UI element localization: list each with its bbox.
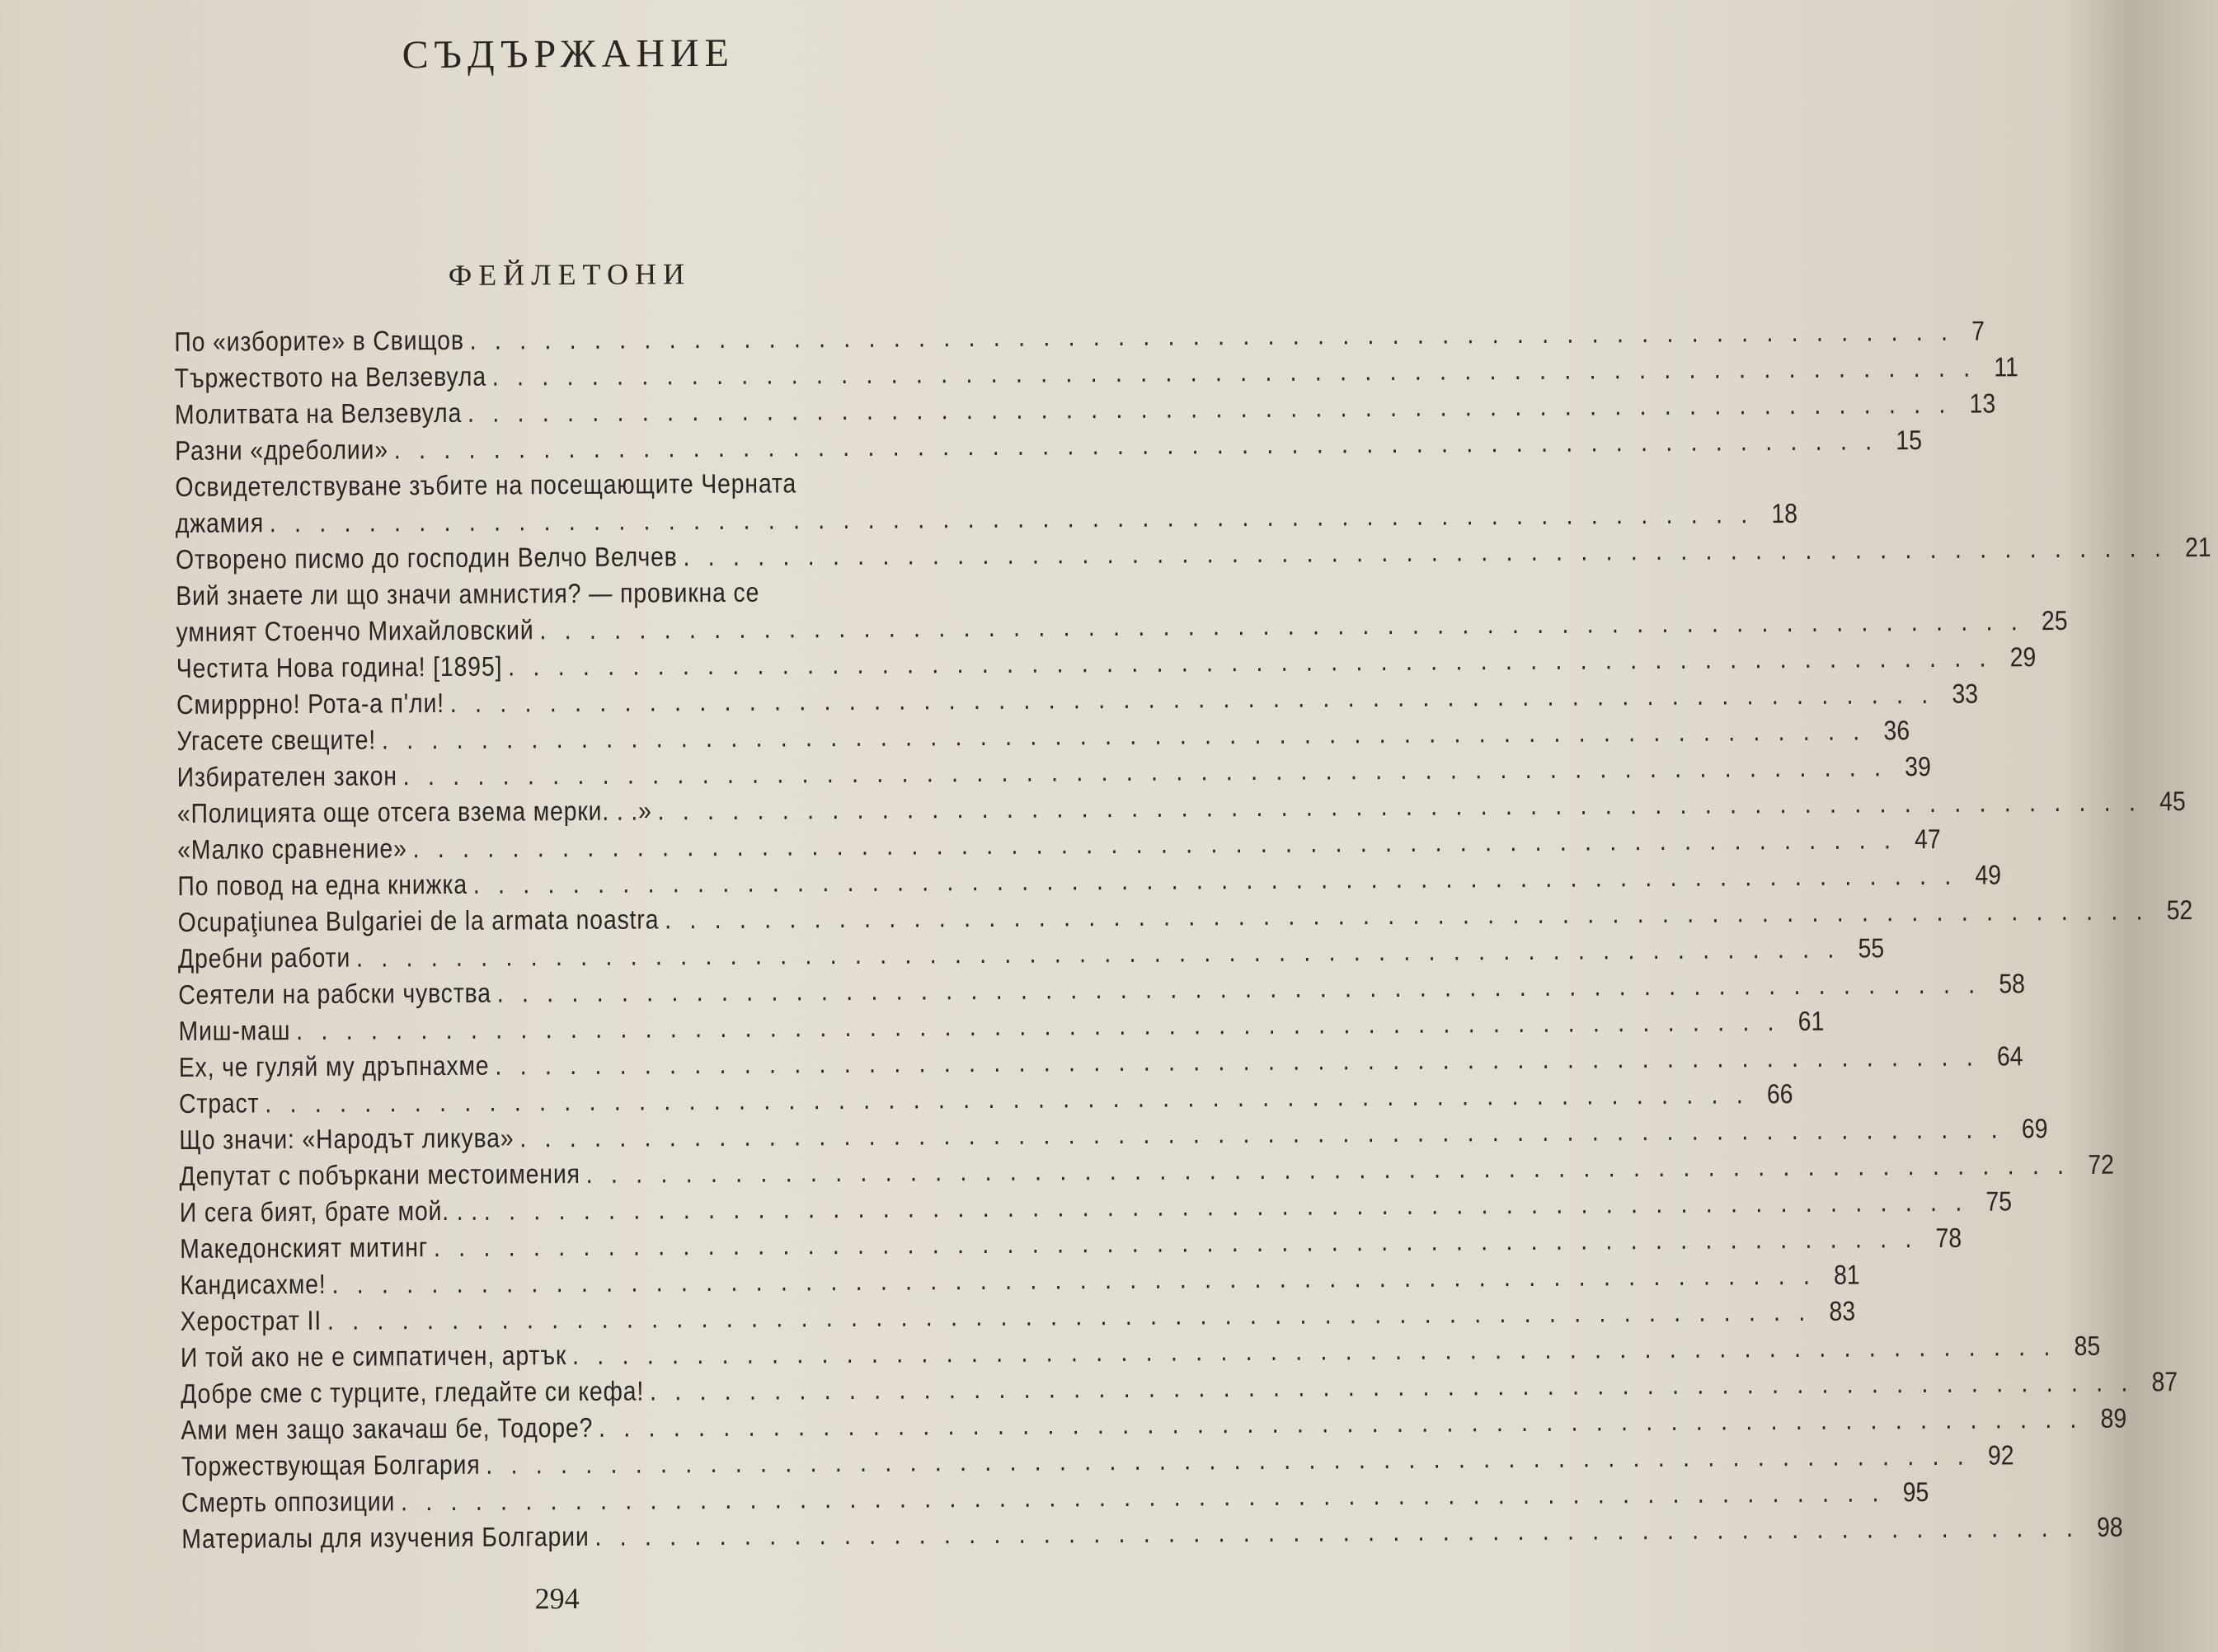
- entry-page: 55: [1858, 932, 1885, 964]
- dot-leader: ............................................................: [402, 751, 1900, 791]
- entry-page: 69: [2021, 1113, 2048, 1144]
- entry-title: «Полицията още отсега взема мерки. . .»: [176, 795, 652, 828]
- entry-title: Молитвата на Велзевула: [174, 397, 463, 429]
- page-number: 294: [534, 1582, 580, 1616]
- toc-entry: [181, 1439, 2014, 1485]
- toc-entry: [176, 573, 967, 614]
- entry-title: Миш-маш: [178, 1015, 291, 1046]
- dot-leader: ............................................................: [491, 351, 1989, 392]
- toc-entry: [174, 315, 1985, 360]
- entry-page: 78: [1935, 1222, 1962, 1253]
- toc-entry: [175, 531, 2211, 578]
- entry-title: Дребни работи: [177, 941, 351, 974]
- dot-leader: ............................................................: [355, 932, 1853, 973]
- page-title: СЪДЪРЖАНИЕ: [402, 31, 735, 77]
- dot-leader: ............................................................: [519, 1113, 2017, 1153]
- entry-page: 18: [1771, 497, 1798, 529]
- entry-title: Избирателен закон: [176, 760, 397, 792]
- toc-entry: [180, 1222, 1962, 1267]
- dot-leader: ............................................................: [495, 1040, 1992, 1081]
- toc-entry: [175, 464, 966, 505]
- toc-entry: [181, 1366, 2178, 1412]
- dot-leader: ............................................................: [331, 1259, 1829, 1299]
- entry-title: По «изборите» в Свищов: [174, 324, 464, 357]
- dot-leader: ............................................................: [665, 894, 2161, 935]
- dot-leader: ............................................................: [496, 968, 1994, 1008]
- entry-page: 39: [1905, 750, 1931, 782]
- dot-leader: ............................................................: [433, 1222, 1930, 1263]
- toc-entry: [180, 1295, 1856, 1340]
- dot-leader: ............................................................: [469, 315, 1967, 355]
- entry-title: И той ако не е симпатичен, артък: [180, 1340, 567, 1373]
- toc-entry: [174, 387, 1996, 433]
- entry-page: 25: [2041, 604, 2068, 636]
- toc-entry: [176, 786, 2186, 832]
- entry-title: Македонският митинг: [180, 1232, 429, 1264]
- dot-leader: ............................................................: [486, 1439, 1983, 1480]
- entry-title: Разни «дреболии»: [175, 434, 389, 466]
- toc-entry: [177, 932, 1885, 977]
- toc-entry: [178, 1005, 1825, 1049]
- toc-entry: [179, 1185, 2013, 1231]
- toc-entry: [177, 894, 2193, 941]
- dot-leader: ............................................................: [327, 1295, 1824, 1335]
- entry-title: умният Стоенчо Михайловский: [176, 614, 534, 647]
- entry-page: 92: [1987, 1439, 2014, 1471]
- toc-entry: [180, 1330, 2101, 1376]
- dot-leader: ............................................................: [539, 605, 2037, 645]
- dot-leader: ............................................................: [683, 532, 2180, 572]
- toc-entry: [176, 715, 1910, 759]
- entry-title: Угасете свещите!: [176, 724, 377, 756]
- entry-title: Ocupaţiunea Bulgariei de la armata noastra: [177, 903, 660, 937]
- entry-page: 87: [2151, 1366, 2178, 1397]
- dot-leader: ............................................................: [296, 1006, 1793, 1046]
- entry-page: 85: [2074, 1330, 2101, 1361]
- dot-leader: ............................................................: [265, 1078, 1762, 1119]
- entry-title: Торжествующая Болгария: [181, 1448, 481, 1481]
- toc-entry: [176, 678, 1979, 723]
- entry-page: 83: [1829, 1295, 1856, 1326]
- toc-entry: [181, 1476, 1929, 1521]
- entry-title: По повод на една книжка: [177, 868, 468, 901]
- dot-leader: ............................................................: [393, 425, 1891, 465]
- dot-leader: ............................................................: [472, 859, 1970, 899]
- entry-page: 61: [1797, 1005, 1825, 1036]
- entry-page: 15: [1896, 425, 1923, 456]
- entry-title: Смерть оппозиции: [181, 1485, 396, 1518]
- dot-leader: ............................................................: [449, 678, 1947, 718]
- entry-page: 49: [1975, 859, 2002, 890]
- entry-title: Депутат с побъркани местоимения: [179, 1157, 580, 1191]
- toc-entry: [177, 823, 1941, 868]
- entry-page: 29: [2009, 641, 2037, 673]
- dot-leader: ............................................................: [483, 1185, 1981, 1226]
- entry-title: Материалы для изучения Болгарии: [181, 1520, 590, 1554]
- entry-page: 98: [2096, 1511, 2123, 1542]
- entry-page: 21: [2184, 531, 2211, 563]
- entry-title: Вий знаете ли що значи амнистия? — провикна се: [176, 576, 760, 611]
- entry-title: Освидетелствуване зъбите на посещающите Черната: [175, 467, 797, 502]
- dot-leader: ............................................................: [381, 715, 1878, 755]
- toc-entry: [178, 1077, 1793, 1122]
- toc-entry: [174, 351, 2018, 397]
- dot-leader: ............................................................: [400, 1476, 1897, 1517]
- toc-entry: [181, 1511, 2123, 1557]
- entry-title: Добре сме с турците, гледайте си кефа!: [181, 1375, 645, 1409]
- entry-title: Смирррно! Рота-а п'ли!: [176, 687, 445, 720]
- entry-page: 52: [2166, 894, 2193, 926]
- toc-entry: [175, 497, 1798, 542]
- entry-page: 13: [1969, 387, 1996, 419]
- entry-title: джамия: [175, 507, 265, 538]
- dot-leader: ............................................................: [598, 1402, 2095, 1443]
- toc-entry: [175, 425, 1923, 469]
- entry-page: 72: [2088, 1148, 2114, 1180]
- dot-leader: ............................................................: [657, 786, 2155, 826]
- entry-title: Кандисахме!: [180, 1268, 327, 1300]
- entry-page: 95: [1902, 1476, 1929, 1508]
- entry-page: 45: [2159, 786, 2186, 817]
- entry-page: 7: [1971, 315, 1985, 346]
- dot-leader: ............................................................: [649, 1366, 2146, 1406]
- dot-leader: ............................................................: [467, 387, 1964, 428]
- table-of-contents: [174, 315, 2211, 1557]
- entry-title: Страст: [178, 1087, 260, 1119]
- entry-page: 89: [2100, 1402, 2127, 1434]
- entry-page: 66: [1766, 1077, 1793, 1110]
- toc-entry: [178, 968, 2025, 1013]
- toc-entry: [176, 604, 2068, 650]
- entry-page: 47: [1914, 823, 1941, 855]
- entry-title: Ами мен защо закачаш бе, Тодоре?: [181, 1411, 594, 1445]
- entry-title: Херострат II: [180, 1304, 322, 1336]
- entry-page: 64: [1996, 1040, 2023, 1072]
- dot-leader: ............................................................: [585, 1148, 2083, 1189]
- entry-page: 75: [1985, 1185, 2013, 1217]
- toc-entry: [178, 1040, 2023, 1086]
- dot-leader: ............................................................: [571, 1330, 2069, 1371]
- dot-leader: ............................................................: [508, 641, 2004, 682]
- entry-title: Що значи: «Народът ликува»: [179, 1122, 515, 1155]
- section-heading: ФЕЙЛЕТОНИ: [448, 257, 692, 292]
- toc-entry: [177, 859, 2002, 904]
- toc-entry: [181, 1402, 2127, 1448]
- dot-leader: ............................................................: [594, 1511, 2092, 1551]
- entry-title: Тържеството на Велзевула: [174, 360, 487, 393]
- entry-title: И сега бият, брате мой. . .: [179, 1194, 479, 1227]
- toc-entry: [176, 641, 2037, 687]
- entry-page: 81: [1833, 1259, 1860, 1290]
- toc-entry: [179, 1113, 2048, 1158]
- entry-title: Отворено писмо до господин Велчо Велчев: [175, 541, 678, 575]
- dot-leader: ............................................................: [412, 824, 1910, 864]
- entry-title: Честита Нова година! [1895]: [176, 650, 503, 683]
- entry-title: Сеятели на рабски чувства: [178, 977, 491, 1010]
- entry-page: 58: [1999, 968, 2025, 999]
- entry-page: 36: [1883, 715, 1910, 746]
- toc-entry: [180, 1259, 1860, 1303]
- dot-leader: ............................................................: [269, 498, 1766, 538]
- entry-title: «Малко сравнение»: [177, 833, 407, 865]
- entry-page: 11: [1994, 351, 2018, 382]
- entry-title: Ех, че гуляй му дръпнахме: [178, 1049, 490, 1082]
- toc-entry: [179, 1148, 2114, 1194]
- entry-page: 33: [1952, 678, 1979, 709]
- toc-entry: [176, 750, 1931, 795]
